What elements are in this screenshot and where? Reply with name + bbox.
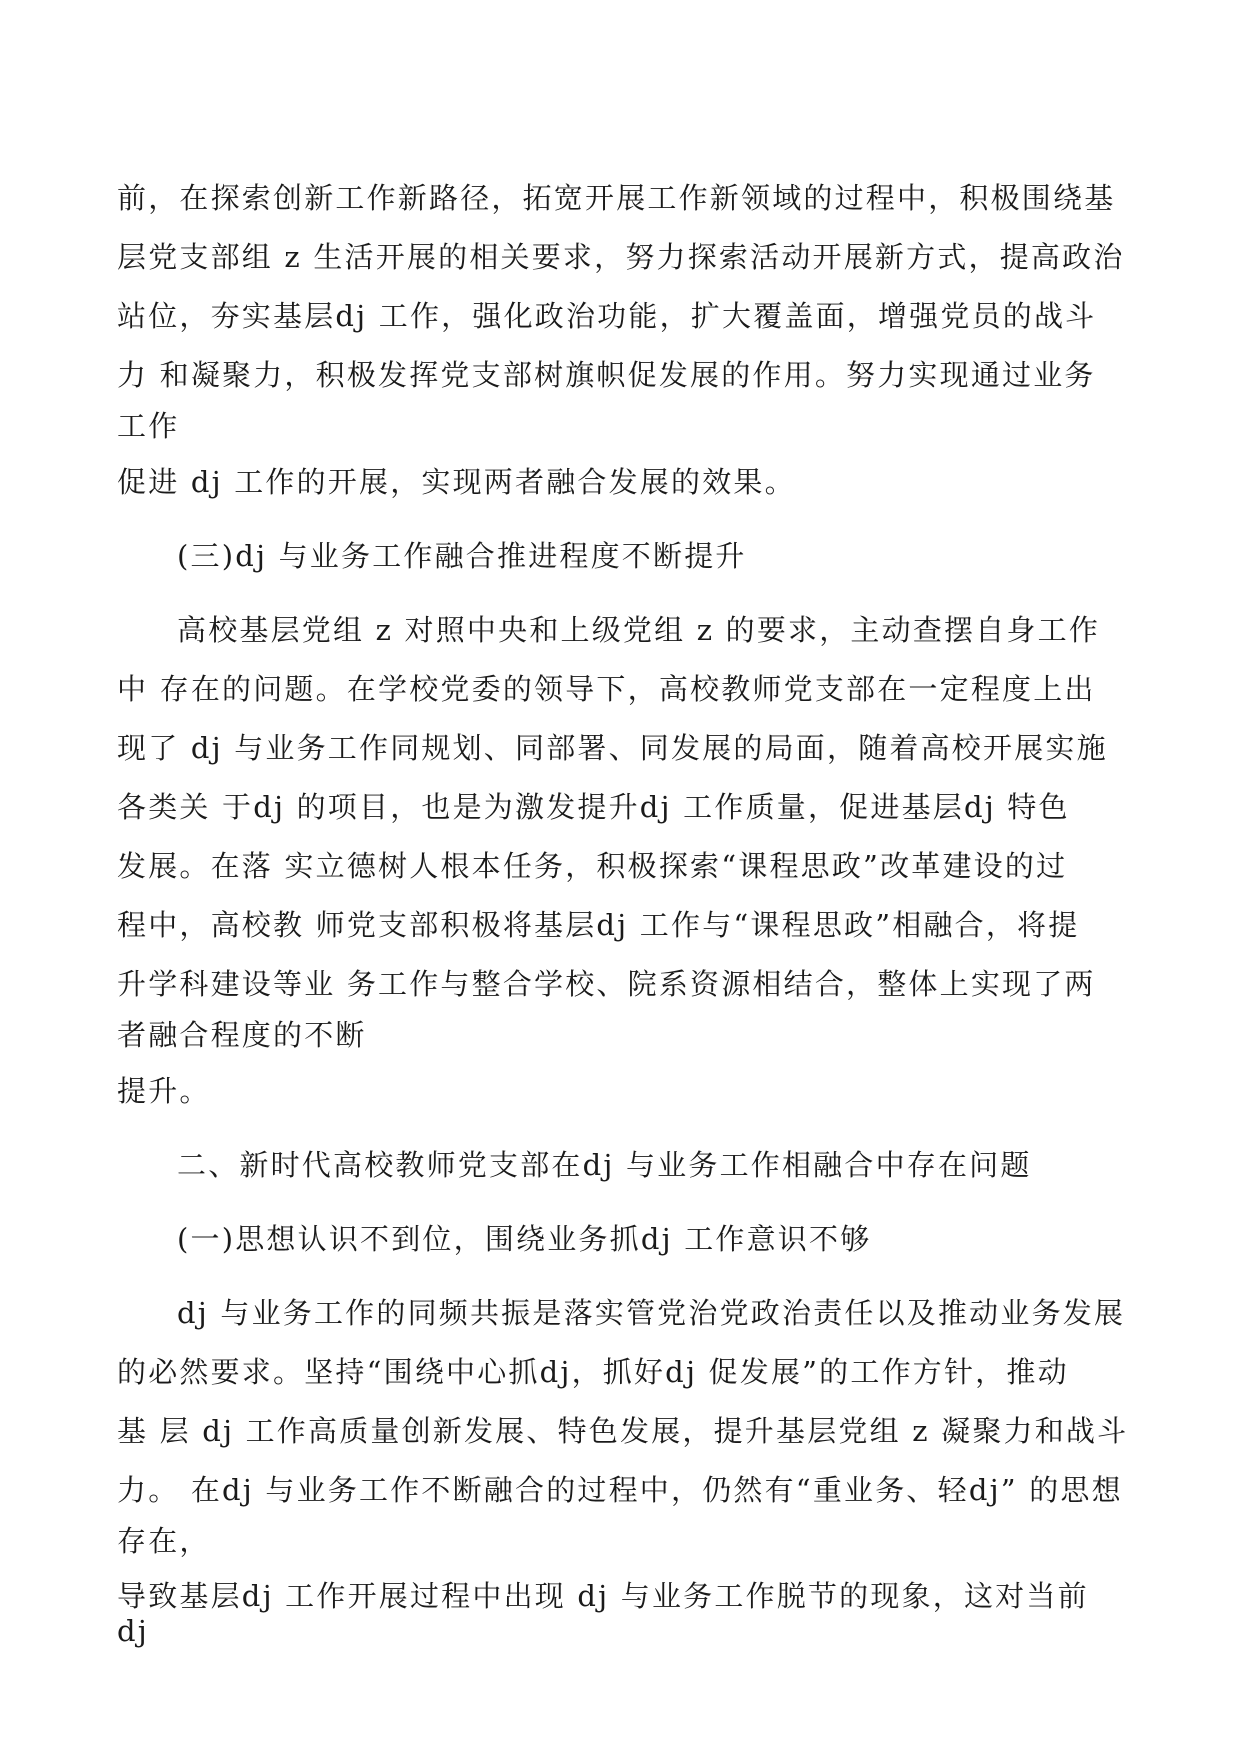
paragraph-line: 促进 dj 工作的开展，实现两者融合发展的效果。: [117, 465, 796, 499]
paragraph-line: 提升。: [117, 1074, 211, 1108]
paragraph-line: 力。 在dj 与业务工作不断融合的过程中，仍然有“重业务、轻dj” 的思想: [117, 1473, 1123, 1507]
subsection-heading: (一)思想认识不到位，围绕业务抓dj 工作意识不够: [177, 1222, 872, 1256]
section-heading: 二、新时代高校教师党支部在dj 与业务工作相融合中存在问题: [177, 1148, 1032, 1182]
paragraph-line: 各类关 于dj 的项目，也是为激发提升dj 工作质量，促进基层dj 特色: [117, 790, 1070, 824]
paragraph-line: dj: [117, 1614, 149, 1648]
paragraph-line: 升学科建设等业 务工作与整合学校、院系资源相结合，整体上实现了两: [117, 967, 1096, 1001]
paragraph-line: 发展。在落 实立德树人根本任务，积极探索“课程思政”改革建设的过: [117, 849, 1068, 883]
paragraph-line: 的必然要求。坚持“围绕中心抓dj，抓好dj 促发展”的工作方针，推动: [117, 1355, 1069, 1389]
paragraph-line: 导致基层dj 工作开展过程中出现 dj 与业务工作脱节的现象，这对当前: [117, 1579, 1089, 1613]
paragraph-line: 前，在探索创新工作新路径，拓宽开展工作新领域的过程中，积极围绕基: [117, 181, 1116, 215]
paragraph-line: 存在，: [117, 1524, 211, 1558]
paragraph-line: 高校基层党组 z 对照中央和上级党组 z 的要求，主动查摆自身工作: [177, 613, 1101, 647]
paragraph-line: 工作: [117, 409, 180, 443]
paragraph-line: 层党支部组 z 生活开展的相关要求，努力探索活动开展新方式，提高政治: [117, 240, 1125, 274]
paragraph-line: 中 存在的问题。在学校党委的领导下，高校教师党支部在一定程度上出: [117, 672, 1096, 706]
paragraph-line: dj 与业务工作的同频共振是落实管党治党政治责任以及推动业务发展: [177, 1296, 1126, 1330]
paragraph-line: 程中，高校教 师党支部积极将基层dj 工作与“课程思政”相融合，将提: [117, 908, 1080, 942]
paragraph-line: 现了 dj 与业务工作同规划、同部署、同发展的局面，随着高校开展实施: [117, 731, 1108, 765]
paragraph-line: 力 和凝聚力，积极发挥党支部树旗帜促发展的作用。努力实现通过业务: [117, 358, 1096, 392]
paragraph-line: 者融合程度的不断: [117, 1018, 367, 1052]
paragraph-line: 站位，夯实基层dj 工作，强化政治功能，扩大覆盖面，增强党员的战斗: [117, 299, 1097, 333]
paragraph-line: 基 层 dj 工作高质量创新发展、特色发展，提升基层党组 z 凝聚力和战斗: [117, 1414, 1129, 1448]
section-heading: (三)dj 与业务工作融合推进程度不断提升: [177, 539, 747, 573]
